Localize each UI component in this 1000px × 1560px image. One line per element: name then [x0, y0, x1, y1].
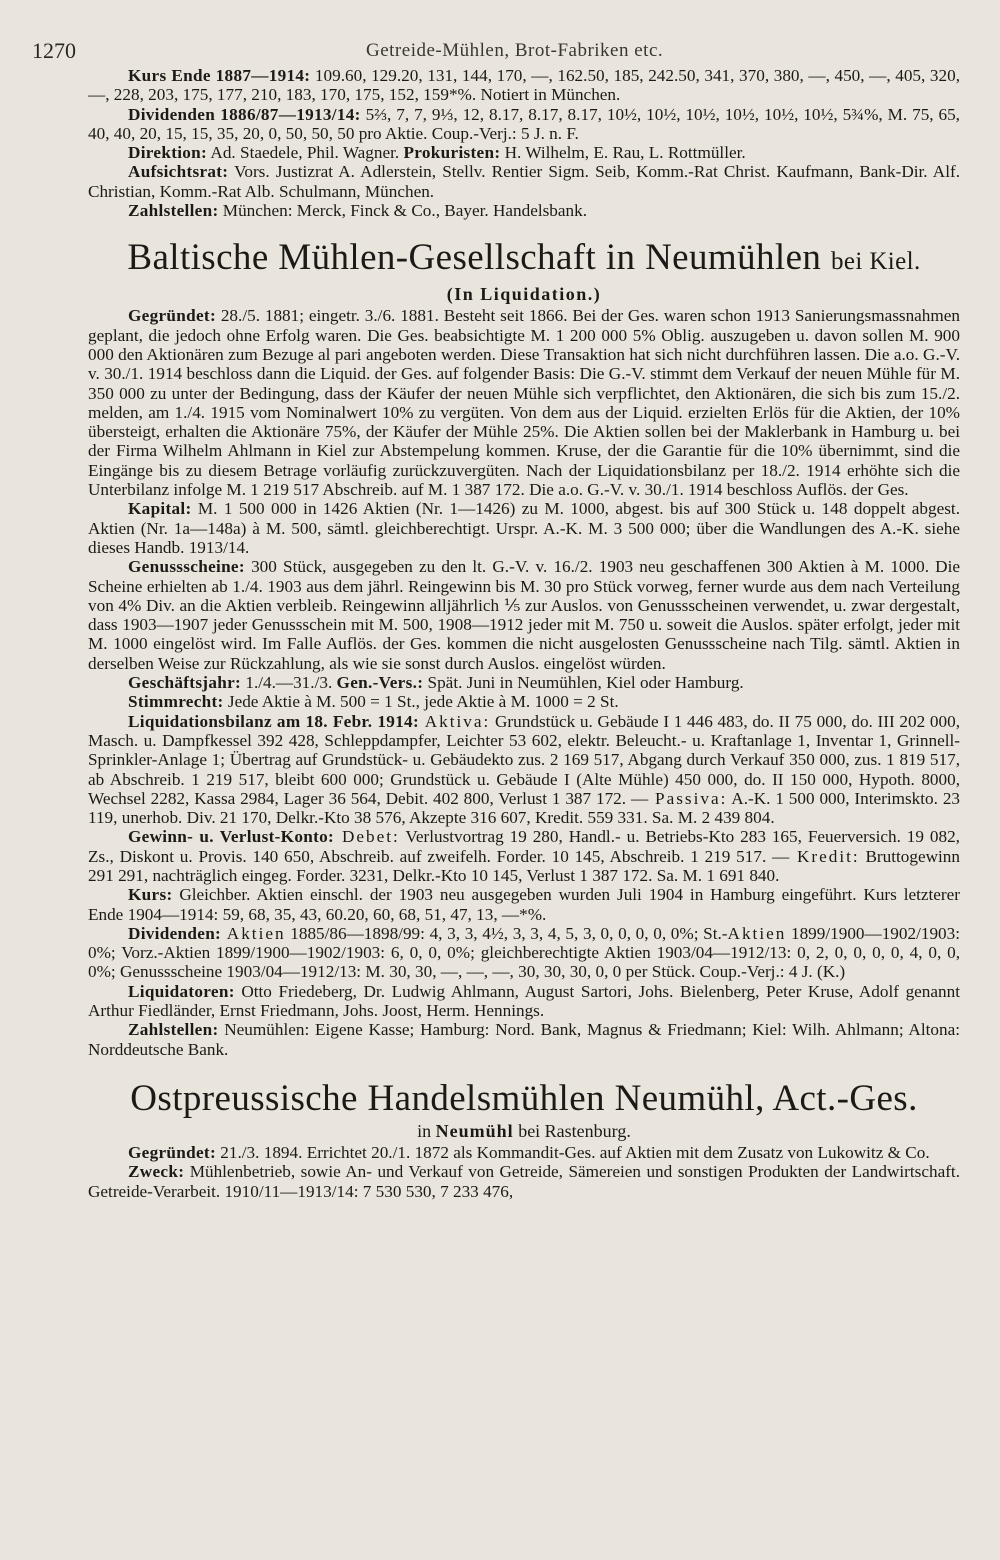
- text: 1885/86—1898/99: 4, 3, 3, 4½, 3, 3, 4, 5, 3, 0, 0, 0, 0, 0%; St.-: [285, 923, 728, 943]
- text: Vors. Justizrat A. Adlerstein, Stellv. Rentier Sigm. Seib, Komm.-Rat Christ. Kaufmann, Bank-Dir. Alf. Christian, Komm.-Rat Alb. Schulmann, München.: [88, 162, 960, 201]
- paragraph-zahlstellen: [88, 1020, 960, 1059]
- label: Kurs:: [128, 885, 173, 905]
- subheading: Debet:: [334, 827, 400, 847]
- text: Bruttogewinn 291 291, nachträglich eingeg. Forder. 3231, Delkr.-Kto 10 145, Verlust 1 387 172. Sa. M. 1 691 840.: [88, 846, 960, 885]
- text: Jede Aktie à M. 500 = 1 St., jede Aktie à M. 1000 = 2 St.: [223, 692, 619, 712]
- label: Zahlstellen:: [128, 201, 219, 221]
- text: München: Merck, Finck & Co., Bayer. Handelsbank.: [218, 201, 588, 221]
- paragraph-kapital: [88, 499, 960, 557]
- paragraph-dividenden: [88, 924, 960, 982]
- label: Dividenden:: [128, 923, 222, 943]
- label: Kapital:: [128, 499, 192, 519]
- subheading: Aktiva:: [418, 711, 491, 731]
- text: Verlustvortrag 19 280, Handl.- u. Betriebs-Kto 283 165, Feuerversich. 19 082, Zs., Diskont u. Provis. 140 650, Abschreib. auf zweifelh. Forder. 10 145, Abschreib. 1 219 517. —: [88, 827, 960, 866]
- text: Gleichber. Aktien einschl. der 1903 neu ausgegeben wurden Juli 1904 in Hamburg eingeführt. Kurs letzterer Ende 1904—1914: 59, 68, 35, 43, 60.20, 60, 68, 51, 47, 13, —*%.: [88, 885, 960, 924]
- text: Spät. Juni in Neumühlen, Kiel oder Hamburg.: [423, 673, 744, 693]
- paragraph-liquidationsbilanz: [88, 712, 960, 828]
- running-title: Getreide-Mühlen, Brot-Fabriken etc.: [366, 40, 664, 61]
- label: Liquidatoren:: [128, 981, 235, 1001]
- text: 1899/1900—1902/1903: 0%; Vorz.-Aktien 1899/1900—1902/1903: 6, 0, 0, 0%; gleichberechtigte Aktien 1903/04—1912/13: 0, 2, 0, 0, 0, 0, 4, 0, 0, 0%; Genussscheine 1903/04—1912/13: M. 30, 30, —, —, —, 30, 30, 30, 0, 0 per Stück. Coup.-Verj.: 4 J. (K.): [88, 923, 960, 982]
- paragraph-kurs: [88, 66, 960, 105]
- subheading: Aktien: [221, 923, 286, 943]
- paragraph-geschaeftsjahr: [88, 673, 960, 692]
- label: Liquidationsbilanz am 18. Febr. 1914:: [128, 711, 419, 731]
- paragraph-gegruendet: [88, 1143, 960, 1162]
- subheading: Passiva:: [648, 788, 728, 808]
- label: Genussscheine:: [128, 557, 245, 577]
- text: Ad. Staedele, Phil. Wagner.: [207, 143, 400, 163]
- text: Grundstück u. Gebäude I 1 446 483, do. II 75 000, do. III 202 000, Masch. u. Dampfkessel 392 428, Schleppdampfer, Leichter 53 602, elektr. Beleucht.- u. Kraftanlage 1, Inventar 1, Grinnell-Sprinkler-Anlage 1; Übertrag auf Grundstück- u. Gebäudekto zus. 2 169 517, Abgang durch Verkauf 350 000, zus. 1 819 517, ab Abschreib. 1 219 517, bleibt 600 000; Grundstück u. Gebäude I (Alte Mühle) 450 000, do. II 150 000, Hypoth. 8000, Wechsel 2282, Kassa 2984, Lager 36 564, Debit. 402 800, Verlust 1 387 172. —: [88, 711, 960, 808]
- text: 300 Stück, ausgegeben zu den lt. G.-V. v. 16./2. 1903 neu geschaffenen 300 Aktien à M. 1000. Die Scheine erhielten ab 1./4. 1903 aus dem jährl. Reingewinn bis M. 30 pro Stück vorweg, ferner wurde aus dem nach Verteilung von 4% Div. an die Aktien verbleib. Reingewinn alljährlich ⅕ zur Auslos. von Genussscheinen verwendet, u. zwar dergestalt, dass 1903—1907 jeder Genussschein mit M. 500, 1908—1912 jeder mit M. 750 u. soweit die Auslos. später erfolgt, jeder mit M. 1000 eingelöst wird. Im Falle Auflös. der Ges. kommen die nicht ausgelosten Genussscheine nach Tilg. sämtl. Aktien in derselben Weise zur Rückzahlung, als wie sie sonst durch Auslos. eingelöst würden.: [88, 557, 960, 673]
- paragraph-stimmrecht: [88, 692, 960, 711]
- label: Zweck:: [128, 1162, 185, 1182]
- subheading: Kredit:: [789, 846, 860, 866]
- location-place: Neumühl: [435, 1120, 514, 1141]
- label: Gegründet:: [128, 306, 216, 326]
- paragraph-kurs: [88, 885, 960, 924]
- company-title: [88, 236, 960, 284]
- text: Neumühlen: Eigene Kasse; Hamburg: Nord. Bank, Magnus & Friedmann; Kiel: Wilh. Ahlmann; Altona: Norddeutsche Bank.: [88, 1020, 960, 1059]
- running-head: [32, 30, 960, 63]
- label: Prokuristen:: [403, 143, 501, 163]
- text: Mühlenbetrieb, sowie An- und Verkauf von Getreide, Sämereien und sonstigen Produkten der Landwirtschaft. Getreide-Verarbeit. 1910/11—1913/14: 7 530 530, 7 233 476,: [88, 1162, 960, 1201]
- label: Gewinn- u. Verlust-Konto:: [128, 827, 335, 847]
- paragraph-zahlstellen: [88, 201, 960, 220]
- text: 5⅔, 7, 7, 9⅓, 12, 8.17, 8.17, 8.17, 10½, 10½, 10½, 10½, 10½, 10½, 5¾%, M. 75, 65, 40, 40, 20, 15, 15, 35, 20, 0, 50, 50, 50 pro Aktie. Coup.-Verj.: 5 J. n. F.: [88, 104, 960, 143]
- text: M. 1 500 000 in 1426 Aktien (Nr. 1—1426) zu M. 1000, abgest. bis auf 300 Stück u. 148 doppelt abgest. Aktien (Nr. 1a—148a) à M. 500, sämtl. gleichberechtigt. Urspr. A.-K. M. 3 500 000; über die Wandlungen des A.-K. siehe dieses Handb. 1913/14.: [88, 499, 960, 557]
- text: Otto Friedeberg, Dr. Ludwig Ahlmann, August Sartori, Johs. Bielenberg, Peter Kruse, Adolf genannt Arthur Fiedländer, Ernst Friedmann, Johs. Joost, Herm. Hennings.: [88, 981, 960, 1021]
- page-number: 1270: [32, 38, 76, 63]
- label: Dividenden 1886/87—1913/14:: [128, 104, 361, 124]
- text: 28./5. 1881; eingetr. 3./6. 1881. Besteht seit 1866. Bei der Ges. waren schon 1913 Sanierungsmassnahmen geplant, die jedoch ohne Erfolg waren. Die Ges. beabsichtigte M. 1 200 000 5% Oblig. auszugeben u. davon sollen M. 900 000 den Aktionären zum Bezuge al pari angeboten werden. Diese Transaktion hat sich nicht durchführen lassen. Die a.o. G.-V. v. 30./1. 1914 beschloss dann die Liquid. der Ges. auf folgender Basis: Die G.-V. stimmt dem Verkauf der neuen Mühle für M. 350 000 zu unter der Bedingung, dass der Käufer der neuen Mühle sich verpflichtet, den Aktionären, die sich bis zum 15./2. melden, am 1./4. 1915 vom Nominalwert 10% zu vergüten. Von dem aus der Liquid. erzielten Erlös für die Aktien, der 10% übersteigt, erhalten die Aktionäre 75%, der Käufer der Mühle 25%. Die Aktien sollen bei der Maklerbank in Hamburg u. bei der Firma Wilhelm Ahlmann in Kiel zur Abstempelung kommen. Kruse, der die Garantie für die 10% übernimmt, sind die Eingänge bis zu diesem Betrage vorläufig zurückzuvergüten. Nach der Liquidationsbilanz per 18./2. 1914 erhöhte sich die Unterbilanz infolge M. 1 219 517 Abschreib. auf M. 1 387 172. Die a.o. G.-V. v. 30./1. 1914 beschloss Auflös. der Ges.: [88, 306, 960, 500]
- company-status: (In Liquidation.): [446, 284, 602, 305]
- company-entry-baltische: [88, 236, 960, 1059]
- company-location: [88, 1121, 960, 1141]
- subheading: Aktien: [727, 923, 787, 943]
- text: 1./4.—31./3.: [241, 673, 337, 693]
- paragraph-liquidatoren: [88, 982, 960, 1021]
- paragraph-dividenden: [88, 105, 960, 144]
- company-name: Baltische Mühlen-Gesellschaft in Neumühlen: [127, 237, 822, 279]
- paragraph-direktion: [88, 143, 960, 162]
- paragraph-zweck: [88, 1162, 960, 1201]
- label: Aufsichtsrat:: [128, 162, 229, 182]
- company-entry-ostpreussische: [88, 1077, 960, 1201]
- text: A.-K. 1 500 000, Interimskto. 23 119, unerhob. Div. 21 170, Delkr.-Kto 38 576, Akzepte 316 607, Kredit. 559 331. Sa. M. 2 439 804.: [88, 788, 961, 828]
- text: H. Wilhelm, E. Rau, L. Rottmüller.: [500, 143, 746, 163]
- label: Kurs Ende 1887—1914:: [128, 66, 311, 85]
- company-title: Ostpreussische Handelsmühlen Neumühl, Act.-Ges.: [130, 1077, 918, 1119]
- label: Geschäftsjahr:: [128, 673, 242, 693]
- text: 21./3. 1894. Errichtet 20./1. 1872 als Kommandit-Ges. auf Aktien mit dem Zusatz von Lukowitz & Co.: [215, 1142, 930, 1162]
- label: Zahlstellen:: [128, 1020, 219, 1040]
- paragraph-aufsichtsrat: [88, 162, 960, 201]
- paragraph-gegruendet: [88, 306, 960, 499]
- paragraph-genussscheine: [88, 557, 960, 673]
- company-location: bei Kiel.: [830, 248, 921, 276]
- paragraph-gewinn-verlust: [88, 827, 960, 885]
- label: Stimmrecht:: [128, 692, 224, 712]
- location-prefix: in: [417, 1120, 436, 1141]
- previous-entry-tail: [88, 66, 960, 220]
- label: Gegründet:: [128, 1142, 216, 1162]
- text: 109.60, 129.20, 131, 144, 170, —, 162.50, 185, 242.50, 341, 370, 380, —, 450, —, 405, 320, —, 228, 203, 175, 177, 210, 183, 170, 175, 152, 159*%. Notiert in München.: [88, 66, 961, 105]
- label: Gen.-Vers.:: [336, 673, 424, 693]
- location-suffix: bei Rastenburg.: [513, 1120, 631, 1141]
- label: Direktion:: [128, 143, 208, 163]
